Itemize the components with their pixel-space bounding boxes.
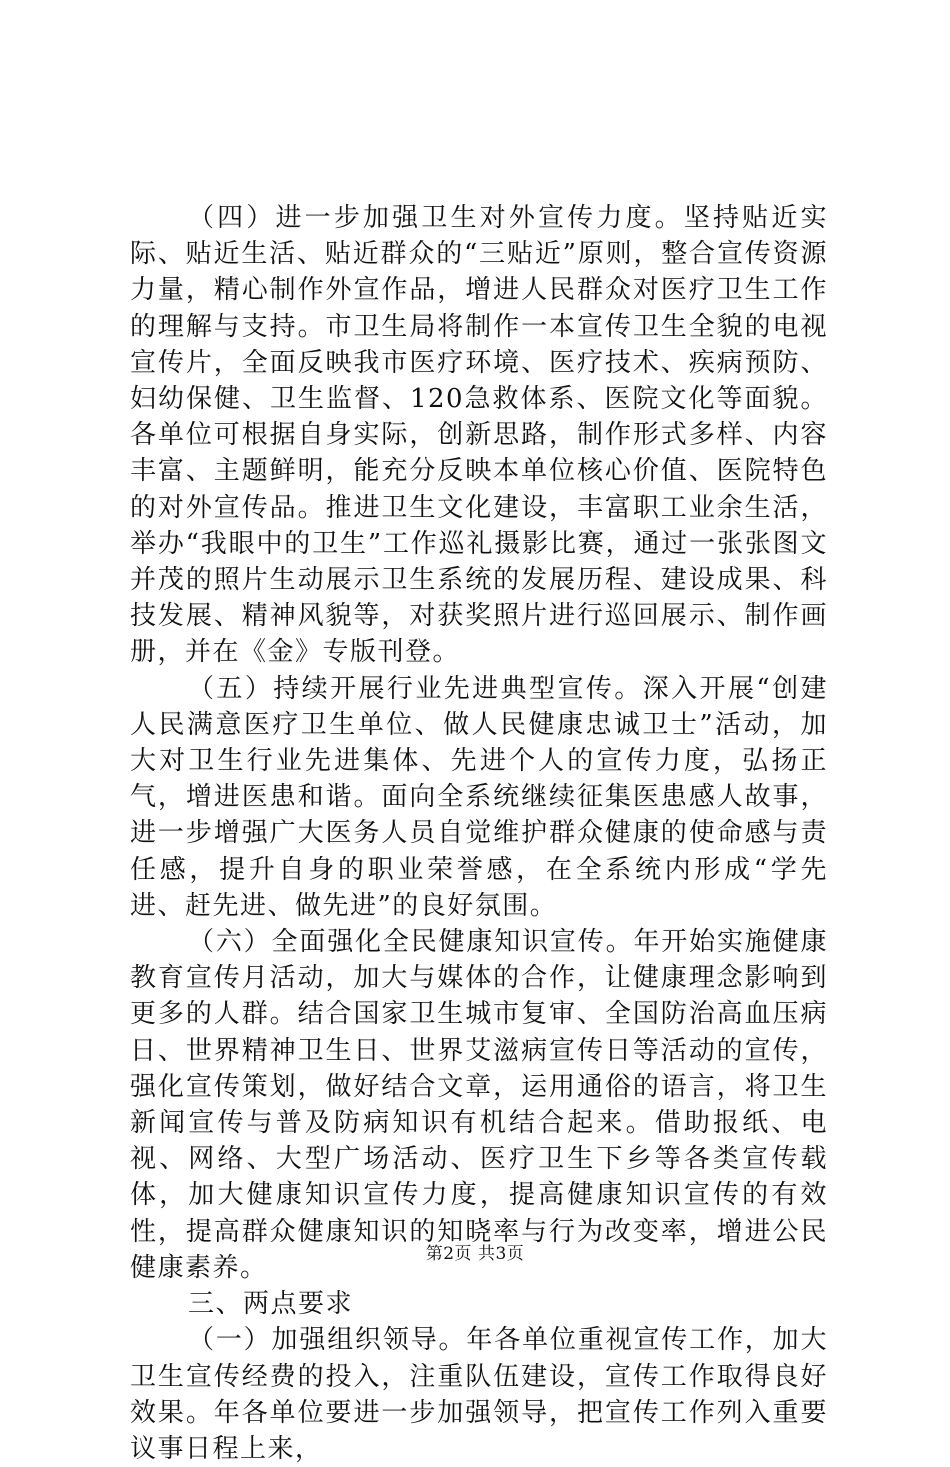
- paragraph-health-knowledge: （六）全面强化全民健康知识宣传。年开始实施健康教育宣传月活动，加大与媒体的合作，让健康理念影响到更多的人群。结合国家卫生城市复审、全国防治高血压病日、世界精神卫生日、世界艾滋病宣传日等活动的宣传，强化宣传策划，做好结合文章，运用通俗的语言，将卫生新闻宣传与普及防病知识有机结合起来。借助报纸、电视、网络、大型广场活动、医疗卫生下乡等各类宣传载体，加大健康知识宣传力度，提高健康知识宣传的有效性，提高群众健康知识的知晓率与行为改变率，增进公民健康素养。: [130, 927, 828, 1283]
- paragraph-advanced-models: （五）持续开展行业先进典型宣传。深入开展“创建人民满意医疗卫生单位、做人民健康忠诚卫士”活动，加大对卫生行业先进集体、先进个人的宣传力度，弘扬正气，增进医患和谐。面向全系统继续征集医患感人故事，进一步增强广大医务人员自觉维护群众健康的使命感与责任感，提升自身的职业荣誉感，在全系统内形成“学先进、赶先进、做先进”的良好氛围。: [130, 673, 828, 921]
- document-body: [130, 200, 828, 1467]
- paragraph-organization-leadership: （一）加强组织领导。年各单位重视宣传工作，加大卫生宣传经费的投入，注重队伍建设，宣传工作取得良好效果。年各单位要进一步加强领导，把宣传工作列入重要议事日程上来，: [130, 1325, 828, 1464]
- page-number-footer: 第2页 共3页: [425, 1244, 525, 1264]
- section-heading-requirements: 三、两点要求: [188, 1289, 354, 1320]
- paragraph-publicity-external: （四）进一步加强卫生对外宣传力度。坚持贴近实际、贴近生活、贴近群众的“三贴近”原则，整合宣传资源力量，精心制作外宣作品，增进人民群众对医疗卫生工作的理解与支持。市卫生局将制作一本宣传卫生全貌的电视宣传片，全面反映我市医疗环境、医疗技术、疾病预防、妇幼保健、卫生监督、120急救体系、医院文化等面貌。各单位可根据自身实际，创新思路，制作形式多样、内容丰富、主题鲜明，能充分反映本单位核心价值、医院特色的对外宣传品。推进卫生文化建设，丰富职工业余生活，举办“我眼中的卫生”工作巡礼摄影比赛，通过一张张图文并茂的照片生动展示卫生系统的发展历程、建设成果、科技发展、精神风貌等，对获奖照片进行巡回展示、制作画册，并在《金》专版刊登。: [130, 203, 828, 668]
